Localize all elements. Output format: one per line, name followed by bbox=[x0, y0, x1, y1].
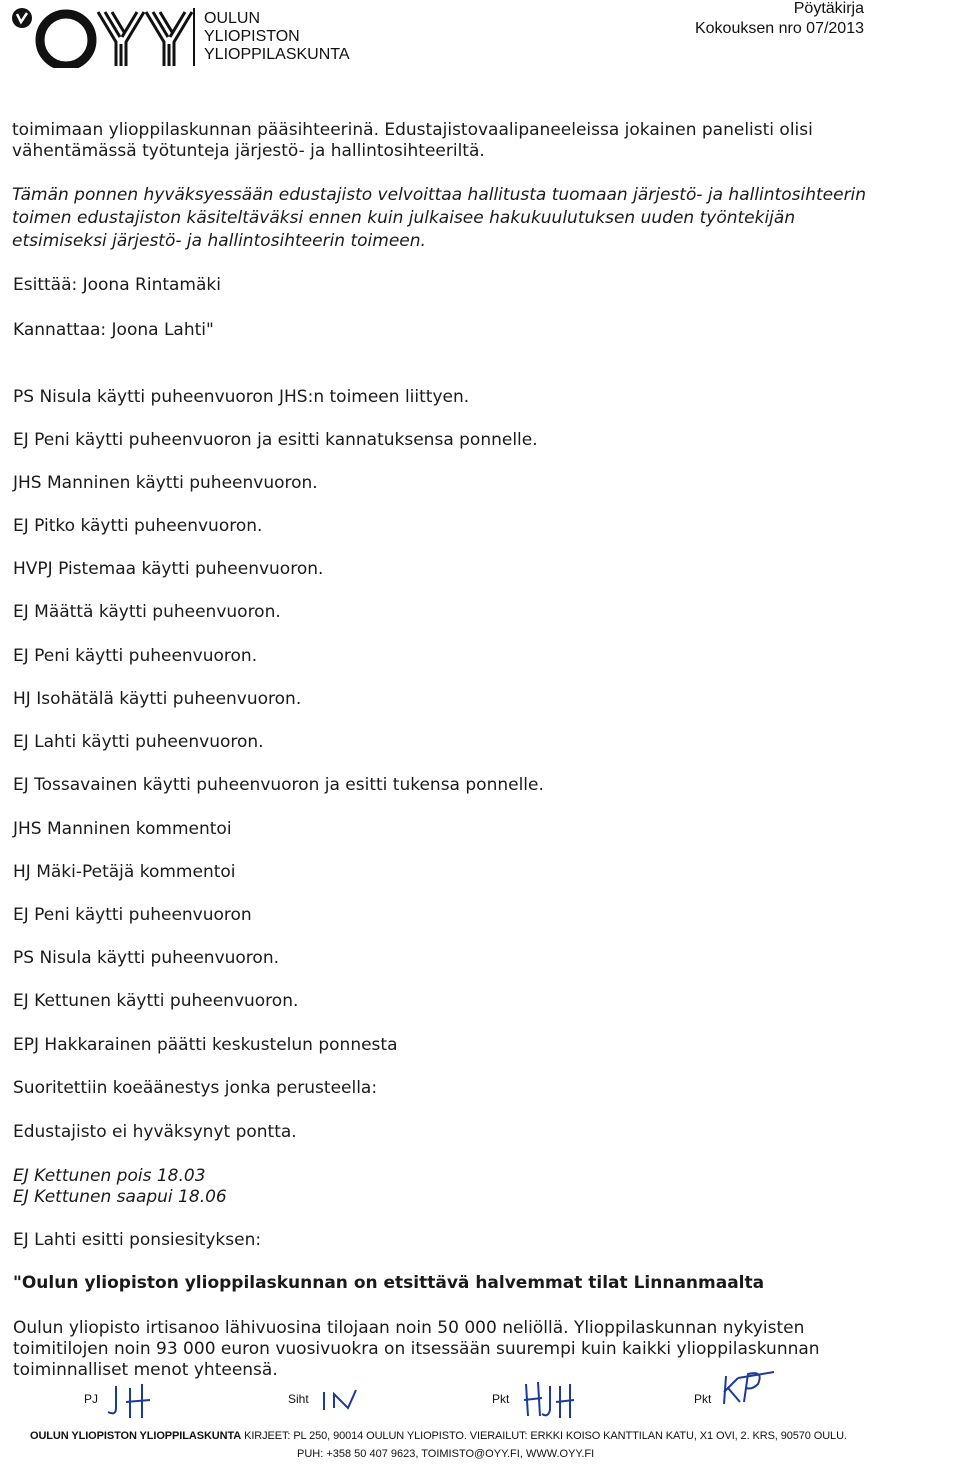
para1-line2: vähentämässä työtunteja järjestö- ja hallintosihteeriltä. bbox=[12, 141, 485, 161]
minutes-line: EJ Tossavainen käytti puheenvuoron ja esitti tukensa ponnelle. bbox=[13, 775, 544, 795]
minutes-line: EJ Peni käytti puheenvuoron ja esitti kannatuksensa ponnelle. bbox=[13, 430, 538, 450]
footer-org-name: OULUN YLIOPISTON YLIOPPILASKUNTA bbox=[30, 1430, 242, 1442]
minutes-line: HJ Isohätälä käytti puheenvuoron. bbox=[13, 689, 302, 709]
minutes-line: PS Nisula käytti puheenvuoron. bbox=[13, 948, 280, 968]
motion-line2: toimitilojen noin 93 000 euron vuosivuokra on itsessään suurempi kuin kaikki ylioppilaskunnan bbox=[13, 1339, 820, 1359]
minutes-line: EJ Lahti käytti puheenvuoron. bbox=[13, 732, 264, 752]
logo-org-line3: YLIOPPILASKUNTA bbox=[204, 46, 350, 63]
document-type: Pöytäkirja bbox=[793, 0, 864, 17]
logo-org-name bbox=[204, 10, 350, 64]
minutes-line: Edustajisto ei hyväksynyt pontta. bbox=[13, 1122, 297, 1142]
para2-line3: etsimiseksi järjestö- ja hallintosihteerin toimeen. bbox=[12, 231, 426, 251]
footer-address: KIRJEET: PL 250, 90014 OULUN YLIOPISTO. VIERAILUT: ERKKI KOISO KANTTILAN KATU, X1 OVI, 2. KRS, 90570 OULU. bbox=[244, 1430, 847, 1442]
para2-line1: Tämän ponnen hyväksyessään edustajisto velvoittaa hallitusta tuomaan järjestö- ja hallintosihteerin bbox=[12, 185, 867, 205]
minutes-line: EJ Peni käytti puheenvuoron bbox=[13, 905, 252, 925]
oyy-logo bbox=[8, 4, 350, 68]
minutes-line: HJ Mäki-Petäjä kommentoi bbox=[13, 862, 236, 882]
meeting-number: Kokouksen nro 07/2013 bbox=[694, 20, 864, 37]
presenter: Esittää: Joona Rintamäki bbox=[13, 275, 221, 295]
motion-title: "Oulun yliopiston ylioppilaskunnan on etsittävä halvemmat tilat Linnanmaalta bbox=[13, 1273, 765, 1293]
seconder: Kannattaa: Joona Lahti" bbox=[13, 320, 214, 340]
minutes-line: EPJ Hakkarainen päätti keskustelun ponnesta bbox=[13, 1035, 398, 1055]
logo-org-line2: YLIOPISTON bbox=[204, 28, 300, 45]
siht-initials-signature bbox=[318, 1384, 368, 1414]
motion-line1: Oulun yliopisto irtisanoo lähivuosina tilojaan noin 50 000 neliöllä. Ylioppilaskunnan nykyisten bbox=[13, 1318, 805, 1338]
minutes-line: EJ Pitko käytti puheenvuoron. bbox=[13, 516, 263, 536]
minutes-line: HVPJ Pistemaa käytti puheenvuoron. bbox=[13, 559, 324, 579]
oyy-logo-mark bbox=[8, 4, 198, 68]
motion-line3: toiminnalliset menot yhteensä. bbox=[13, 1360, 278, 1380]
pkt2-initials-signature bbox=[718, 1366, 782, 1410]
kettunen-out: EJ Kettunen pois 18.03 bbox=[13, 1166, 206, 1186]
kettunen-in: EJ Kettunen saapui 18.06 bbox=[13, 1187, 227, 1207]
minutes-line: JHS Manninen käytti puheenvuoron. bbox=[13, 473, 318, 493]
minutes-line: EJ Kettunen käytti puheenvuoron. bbox=[13, 991, 299, 1011]
minutes-line: Suoritettiin koeäänestys jonka perusteella: bbox=[13, 1078, 378, 1098]
para1-line1: toimimaan ylioppilaskunnan pääsihteerinä. Edustajistovaalipaneeleissa jokainen panelisti olisi bbox=[12, 120, 813, 140]
minutes-line: JHS Manninen kommentoi bbox=[13, 819, 232, 839]
para2-line2: toimen edustajiston käsiteltäväksi ennen kuin julkaisee hakukuulutuksen uuden työntekijän bbox=[12, 208, 796, 228]
logo-org-line1: OULUN bbox=[204, 10, 261, 27]
lahti-motion: EJ Lahti esitti ponsiesityksen: bbox=[13, 1230, 262, 1250]
pj-label: PJ bbox=[84, 1392, 99, 1406]
footer-address-line bbox=[30, 1430, 847, 1442]
pj-initials-signature bbox=[106, 1376, 166, 1420]
minutes-line: PS Nisula käytti puheenvuoron JHS:n toimeen liittyen. bbox=[13, 387, 470, 407]
siht-label: Siht bbox=[288, 1392, 309, 1406]
minutes-line: EJ Peni käytti puheenvuoron. bbox=[13, 646, 258, 666]
minutes-line: EJ Määttä käytti puheenvuoron. bbox=[13, 602, 281, 622]
footer-contact: PUH: +358 50 407 9623, TOIMISTO@OYY.FI, WWW.OYY.FI bbox=[297, 1448, 595, 1460]
pkt1-initials-signature bbox=[520, 1376, 580, 1420]
pkt2-label: Pkt bbox=[694, 1392, 712, 1406]
pkt1-label: Pkt bbox=[492, 1392, 510, 1406]
